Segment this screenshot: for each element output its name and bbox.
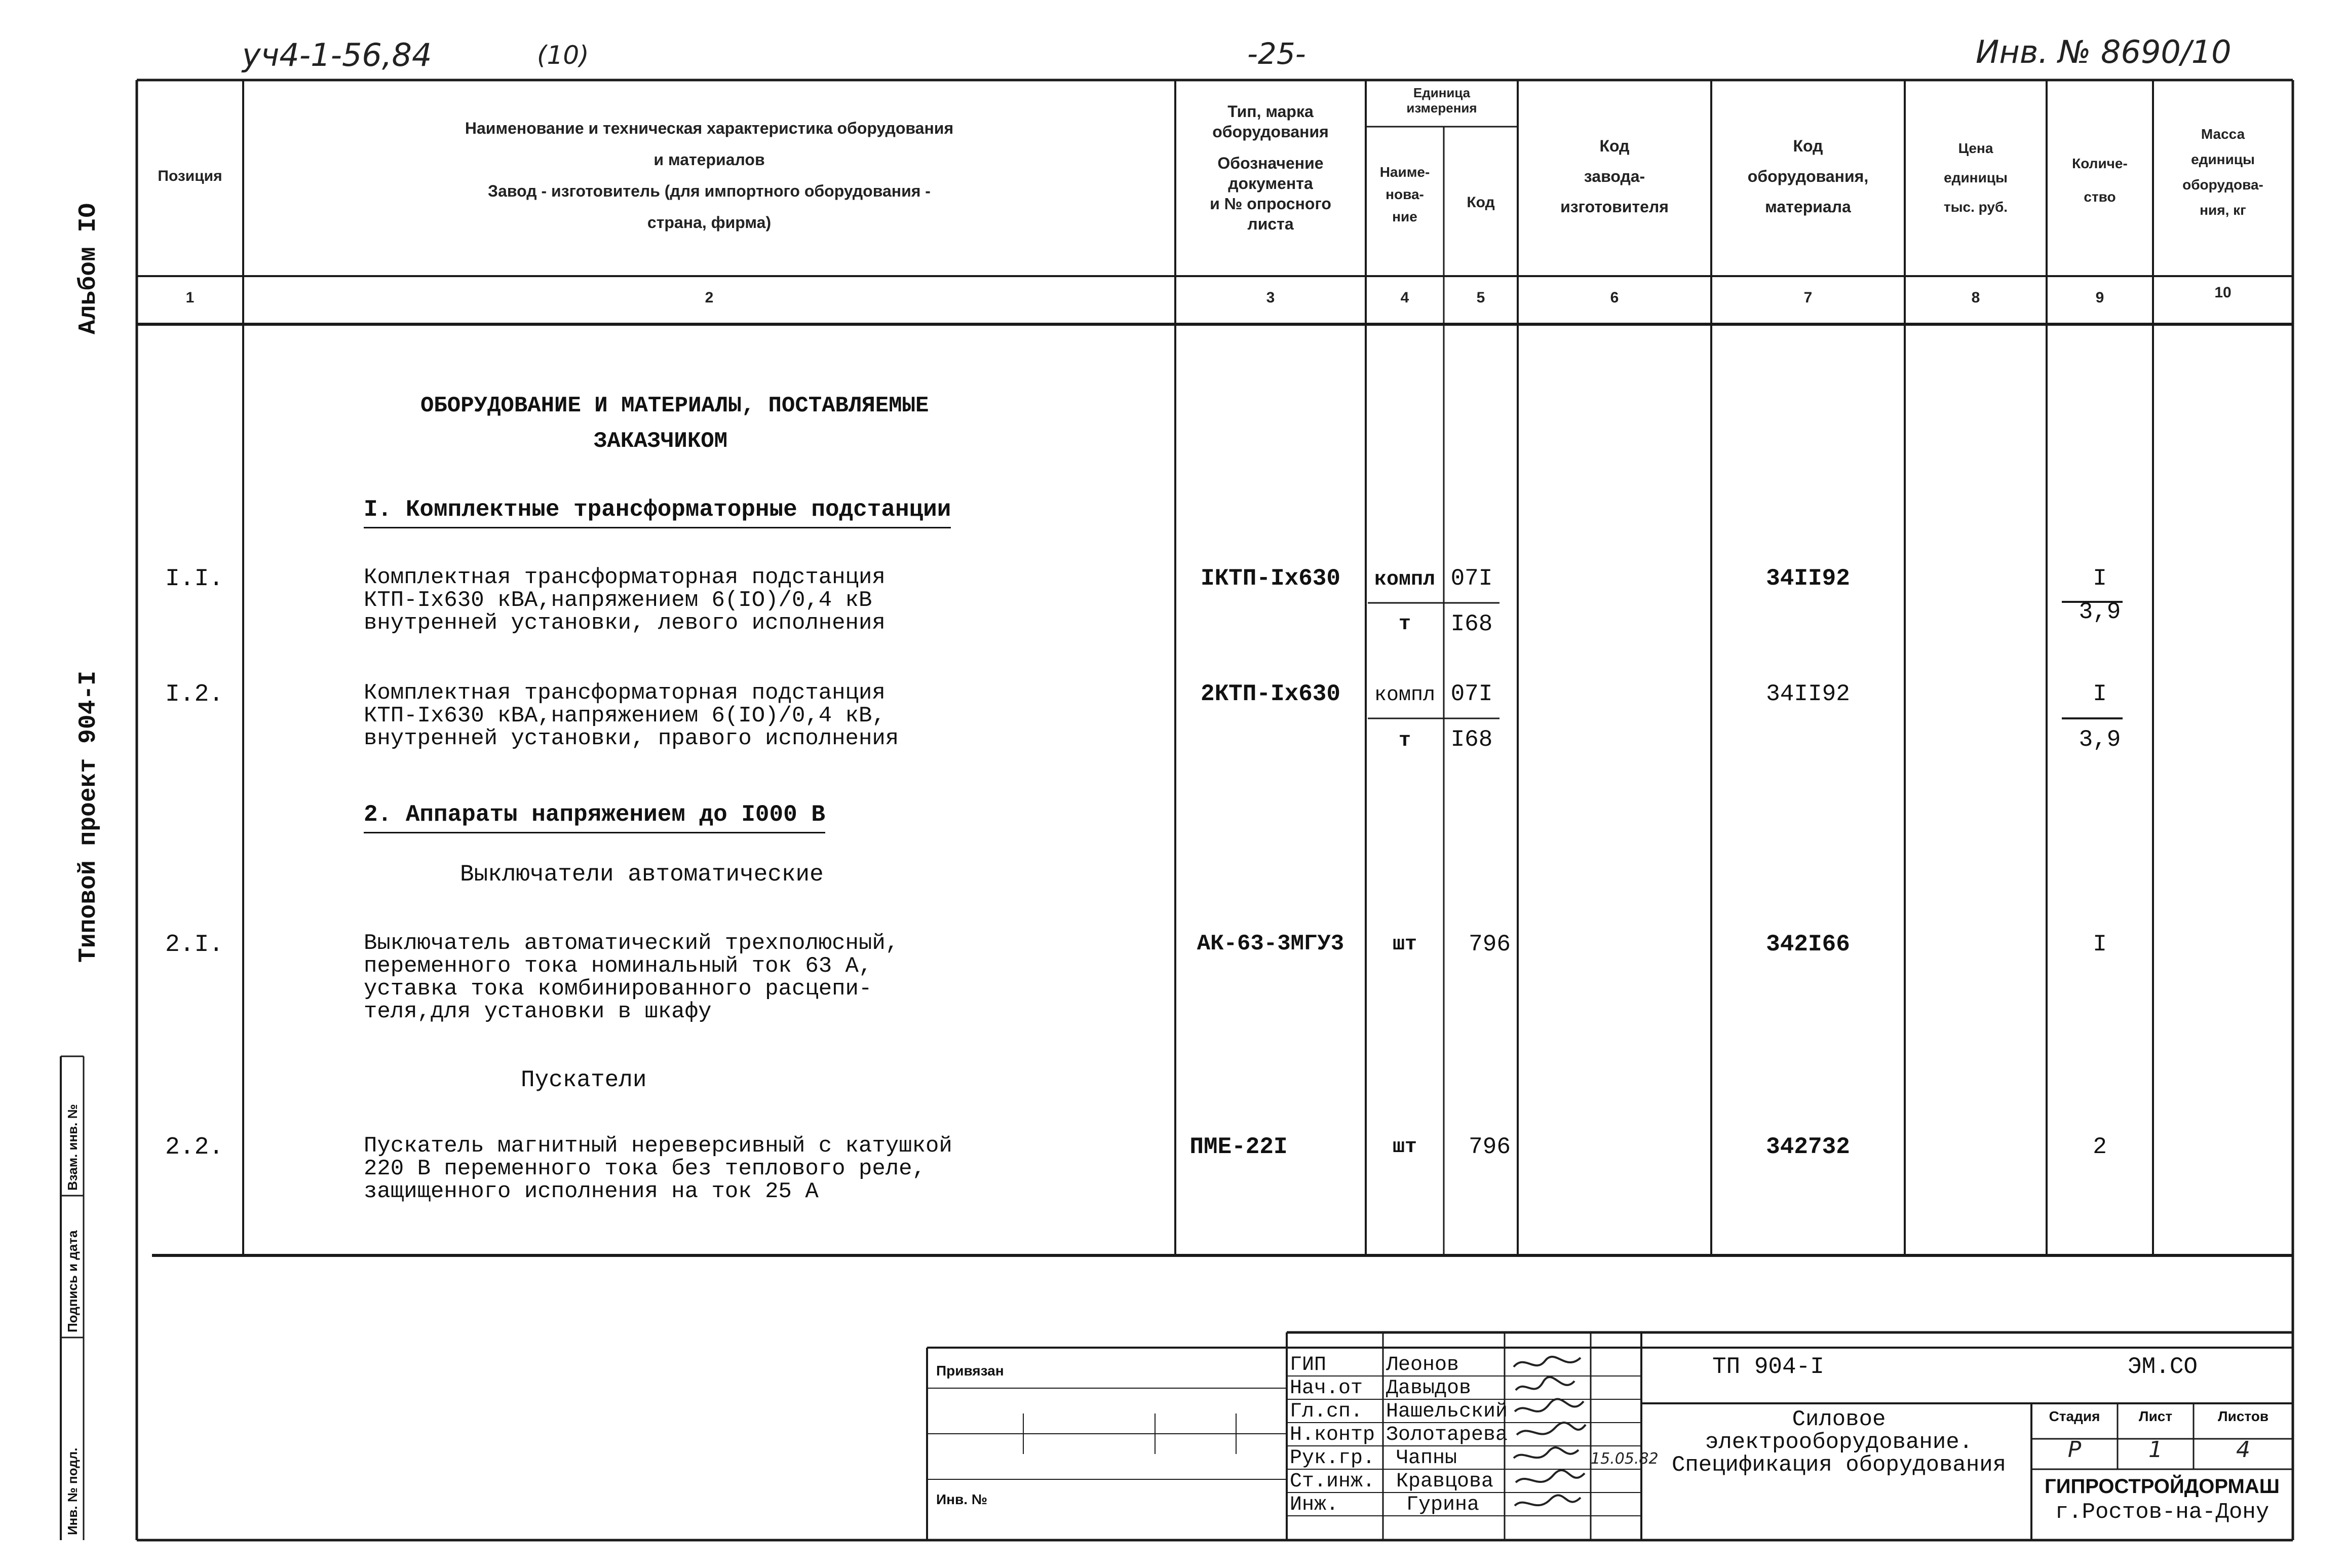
header-maker-code: Код завода- изготовителя: [1560, 137, 1669, 216]
organization-name: ГИПРОСТРОЙДОРМАШ: [2045, 1475, 2280, 1498]
staff-name: Гурина: [1406, 1494, 1480, 1516]
header-type: Тип, марка оборудования Обозначение документа и № опросного листа: [1210, 102, 1331, 233]
staff-name: Кравцова: [1396, 1470, 1494, 1493]
header-position: Позиция: [158, 168, 222, 184]
column-number: 8: [1971, 289, 1980, 306]
project-code: ТП 904-I: [1712, 1354, 1824, 1380]
row-type: 2КТП-Iх630: [1200, 681, 1341, 707]
inventory-number: Инв. № 8690/10: [1976, 33, 2232, 70]
project-label: Типовой проект 904-I: [75, 670, 102, 963]
stamp-original-inv: Инв. № подл.: [65, 1447, 80, 1535]
row-unit-code: 07I: [1450, 565, 1493, 592]
subsection-low-voltage: 2. Аппараты напряжением до I000 В: [364, 801, 825, 833]
row-type: IКТП-Iх630: [1200, 565, 1341, 592]
row-description: Пускатель магнитный нереверсивный с катушкой 220 В переменного тока без теплового реле, защищенного исполнения на ток 25 А: [364, 1133, 952, 1204]
column-number: 9: [2095, 289, 2104, 306]
stage-value: Р: [2067, 1437, 2082, 1463]
row-quantity: I: [2093, 565, 2107, 592]
staff-role: Инж.: [1290, 1494, 1339, 1516]
row-unit-code: 07I: [1450, 681, 1493, 707]
staff-name: Нашельский: [1386, 1400, 1508, 1423]
inventory-label: Инв. №: [936, 1491, 988, 1507]
row-type: ПМЕ-22I: [1189, 1134, 1288, 1160]
drawing-mark: ЭМ.СО: [2128, 1354, 2198, 1380]
row-quantity: 2: [2093, 1134, 2107, 1160]
row-equipment-code: 342I66: [1766, 931, 1850, 958]
row-unit-name: шт: [1392, 933, 1417, 956]
staff-role: Ст.инж.: [1290, 1470, 1375, 1493]
organization-city: г.Ростов-на-Дону: [2055, 1500, 2270, 1525]
sheet-note: (10): [537, 41, 589, 70]
header-unit-name: Наиме- нова- ние: [1379, 164, 1430, 224]
row-equipment-code: 34II92: [1766, 565, 1850, 592]
header-mass: Масса единицы оборудова- ния, кг: [2182, 126, 2263, 218]
row-description: Комплектная трансформаторная подстанция КТП-Iх630 кВА,напряжением 6(IO)/0,4 кВ внутренней установки, левого исполнения: [364, 565, 886, 636]
row-quantity-2: 3,9: [2079, 599, 2121, 625]
row-unit-code-2: I68: [1450, 726, 1493, 753]
row-quantity: I: [2093, 681, 2107, 707]
row-description: Комплектная трансформаторная подстанция КТП-Iх630 кВА,напряжением 6(IO)/0,4 кВ, внутренней установки, правого исполнения: [364, 680, 899, 751]
header-quantity: Количе- ство: [2072, 156, 2128, 205]
row-unit-name: компл: [1374, 568, 1436, 591]
stamp-signature-date: Подпись и дата: [65, 1230, 80, 1332]
staff-role: ГИП: [1290, 1354, 1327, 1376]
row-unit-name-2: т: [1398, 613, 1411, 636]
header-equipment-code: Код оборудования, материала: [1747, 137, 1869, 216]
document-code: уч4-1-56,84: [242, 36, 432, 73]
row-unit-name: компл: [1374, 684, 1436, 707]
staff-role: Нач.от: [1290, 1377, 1363, 1400]
signature-scribbles: [1510, 1352, 1591, 1539]
group-circuit-breakers: Выключатели автоматические: [460, 861, 824, 888]
staff-name: Золотарева: [1386, 1424, 1508, 1446]
row-position: 2.2.: [165, 1134, 224, 1161]
row-equipment-code: 34II92: [1766, 681, 1850, 707]
group-starters: Пускатели: [521, 1067, 647, 1093]
sheets-value: 4: [2236, 1437, 2250, 1463]
row-type: АК-63-3МГУ3: [1197, 931, 1344, 957]
bound-label: Привязан: [936, 1363, 1004, 1379]
column-number: 1: [185, 289, 195, 306]
row-unit-name-2: т: [1398, 730, 1411, 752]
section-title-line2: ЗАКАЗЧИКОМ: [594, 429, 728, 454]
sheets-label: Листов: [2217, 1408, 2269, 1424]
staff-name: Чапны: [1396, 1447, 1457, 1470]
row-unit-name: шт: [1392, 1136, 1417, 1159]
row-quantity: I: [2093, 931, 2107, 958]
staff-name: Леонов: [1386, 1354, 1459, 1376]
subsection-substations: I. Комплектные трансформаторные подстанции: [364, 496, 951, 528]
row-position: I.I.: [165, 565, 224, 593]
column-number: 7: [1803, 289, 1813, 306]
column-number: 4: [1400, 289, 1409, 306]
staff-role: Гл.сп.: [1290, 1400, 1363, 1423]
row-quantity-2: 3,9: [2079, 726, 2121, 753]
signature-date: 15.05.82: [1591, 1450, 1659, 1468]
row-description: Выключатель автоматический трехполюсный, переменного тока номинальный ток 63 А, уставка тока комбинированного расцепи- теля,для установки в шкафу: [364, 931, 899, 1024]
page-number: -25-: [1247, 36, 1306, 71]
header-unit-group: Единица измерения: [1406, 85, 1477, 116]
row-position: 2.I.: [165, 931, 224, 959]
column-number: 5: [1476, 289, 1485, 306]
section-title-line1: ОБОРУДОВАНИЕ И МАТЕРИАЛЫ, ПОСТАВЛЯЕМЫЕ: [420, 393, 929, 418]
stamp-replaced-inv: Взам. инв. №: [65, 1104, 80, 1191]
row-position: I.2.: [165, 681, 224, 708]
sheet-value: 1: [2148, 1437, 2163, 1463]
column-number: 10: [2214, 284, 2232, 301]
header-price: Цена единицы тыс. руб.: [1943, 140, 2008, 215]
column-number: 3: [1266, 289, 1275, 306]
column-number: 2: [705, 289, 714, 306]
sheet-label: Лист: [2138, 1408, 2173, 1424]
row-unit-code: 796: [1469, 931, 1511, 958]
header-name: Наименование и техническая характеристика оборудования и материалов Завод - изготовитель (для импортного оборудования - страна, фирма): [465, 119, 954, 232]
row-unit-code: 796: [1469, 1134, 1511, 1160]
row-equipment-code: 342732: [1766, 1134, 1850, 1160]
row-unit-code-2: I68: [1450, 611, 1493, 637]
album-label: Альбом IO: [75, 203, 102, 334]
staff-name: Давыдов: [1386, 1377, 1472, 1400]
header-unit-code: Код: [1467, 194, 1495, 211]
staff-role: Рук.гр.: [1290, 1447, 1375, 1470]
column-number: 6: [1610, 289, 1619, 306]
staff-role: Н.контр: [1290, 1424, 1375, 1446]
drawing-title: Силовое электрооборудование. Спецификация оборудования: [1671, 1407, 2007, 1478]
stage-label: Стадия: [2049, 1408, 2100, 1424]
